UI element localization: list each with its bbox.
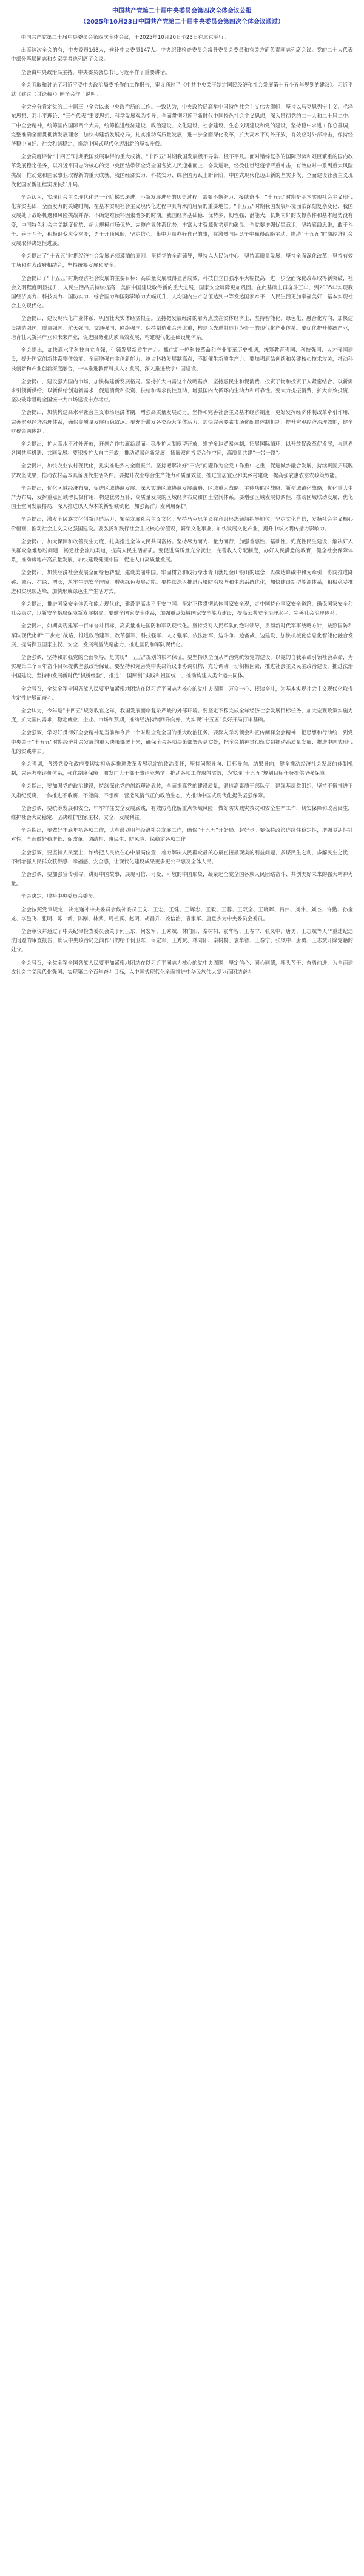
body-paragraph: 全会按照党章规定，决定递补中央委员会候补委员王文、王宏、王健、王辉忠、王毅、王蓉、王双全、王晓晖、吕伟、刘伟、刘杰、许勤、孙金龙、李邑飞、张明、陈一新、陈刚、林武、周祖翼、赵明、胡昌升、姜信治、袁家军、唐登杰为中央委员会委员。 xyxy=(11,906,353,922)
body-paragraph: 全会提出，建设强大国内市场，加快构建新发展格局。坚持扩大内需这个战略基点，坚持惠民生和促消费、投资于物和投资于人紧密结合，以新需求引领新供给，以新供给创造新需求，促进消费和投资、供给和需求良性互动，增强国内大循环内生动力和可靠性。要大力提振消费，扩大有效投资，坚决破除阻碍全国统一大市场建设卡点堵点。 xyxy=(11,378,353,403)
body-paragraph: 出席这次全会的有，中央委员168人，候补中央委员147人。中央纪律检查委员会常务委员会委员和有关方面负责同志列席会议。党的二十大代表中部分基层同志和专家学者也列席了会议。 xyxy=(11,47,353,62)
body-paragraph: 全会认为，实现社会主义现代化是一个阶梯式递进、不断发展进步的历史过程，需要不懈努力、接续奋斗。“十五五”时期是基本实现社会主义现代化夯实基础、全面发力的关键时期，在基本实现社会主义现代化进程中具有承前启后的重要地位。“十五五”时期我国发展环境面临深刻复杂变化，我国发展处于战略机遇和风险挑战并存、不确定难预料因素增多的时期。我国经济基础稳、优势多、韧性强、潜能大，长期向好的支撑条件和基本趋势没有变，中国特色社会主义制度优势、超大规模市场优势、完整产业体系优势、丰富人才资源优势更加彰显。全党要增强忧患意识，坚持底线思维，敢于斗争、善于斗争，积极识变应变求变，勇于开顶风船，坚定信心、集中力量办好自己的事，在激烈国际竞争中赢得战略主动，推动“十五五”时期经济社会发展取得决定性进展。 xyxy=(11,194,353,247)
body-paragraph: 全会提出，加快构建高水平社会主义市场经济体制，增强高质量发展动力。坚持和完善社会主义基本经济制度，更好发挥经济体制改革牵引作用，完善宏观经济治理体系，确保高质量发展行稳致远。要充分激发各类经营主体活力，加快完善要素市场化配置体制机制，提升宏观经济治理效能，健全财税金融体制。 xyxy=(11,409,353,434)
document-title: 中国共产党第二十届中央委员会第四次全体会议公报 xyxy=(112,8,252,15)
body-paragraph: 全会审议并通过了中央纪律检查委员会关于何卫东、何宏军、王秀斌、林向阳、秦树桐、袁华智、王春宁、张凤中、唐勇、王志斌等人严重违纪违法问题的审查报告，确认中央政治局之前作出的给予何卫东、何宏军、王秀斌、林向阳、秦树桐、袁华智、王春宁、张凤中、唐勇、王志斌开除党籍的处分。 xyxy=(11,928,353,953)
body-paragraph: 全会提出，推进国家安全体系和能力现代化，建设更高水平平安中国。坚定不移贯彻总体国家安全观，走中国特色国家安全道路，确保国家安全和社会稳定，以新安全格局保障新发展格局。要健全国家安全体系，加强重点领域国家安全能力建设，提高公共安全治理水平，完善社会治理体系。 xyxy=(11,600,353,617)
body-paragraph: 全会强调，要加强宣传引导，讲好中国故事，展现可信、可爱、可敬的中国形象，凝聚起全党全国各族人民团结奋斗、共创美好未来的强大精神力量。 xyxy=(11,871,353,887)
body-paragraph: 全会充分肯定党的二十届三中全会以来中央政治局的工作。一致认为，中央政治局高举中国特色社会主义伟大旗帜，坚持以马克思列宁主义、毛泽东思想、邓小平理论、“三个代表”重要思想、科学发展观为指导，全面贯彻习近平新时代中国特色社会主义思想，深入贯彻党的二十大和二十届二中、三中全会精神，统筹国内国际两个大局，统筹推进经济建设、政治建设、文化建设、社会建设、生态文明建设和党的建设，坚持稳中求进工作总基调，完整准确全面贯彻新发展理念，加快构建新发展格局，扎实推动高质量发展，进一步全面深化改革，扩大高水平对外开放，有效应对外部冲击，保持经济稳中向好、社会和谐稳定，推动中国式现代化迈出新的坚实步伐。 xyxy=(11,104,353,147)
body-paragraph: 全会提出，加大保障和改善民生力度，扎实推进全体人民共同富裕。坚持尽力而为、量力而行，加强普惠性、基础性、兜底性民生建设，解决好人民群众急难愁盼问题，畅通社会流动渠道，提高人民生活品质。要促进高质量充分就业，完善收入分配制度，办好人民满意的教育，健全社会保障体系，推动房地产高质量发展，加快建设健康中国，促进人口高质量发展。 xyxy=(11,538,353,563)
body-paragraph: 全会提出，建设现代化产业体系，巩固壮大实体经济根基。坚持把发展经济的着力点放在实体经济上，坚持智能化、绿色化、融合化方向，加快建设制造强国、质量强国、航天强国、交通强国、网络强国，保持制造业合理比重，构建以先进制造业为骨干的现代化产业体系。要优化提升传统产业，培育壮大新兴产业和未来产业，促进服务业优质高效发展，构建现代化基础设施体系。 xyxy=(11,315,353,340)
body-paragraph: 全会提出了“十五五”时期经济社会发展必须遵循的原则：坚持党的全面领导，坚持以人民为中心，坚持高质量发展，坚持全面深化改革，坚持有效市场和有为政府相结合，坚持统筹发展和安全。 xyxy=(11,253,353,269)
body-paragraph: 全会决定，增补中央委员会委员。 xyxy=(21,893,98,900)
body-paragraph: 全会提出了“十五五”时期经济社会发展的主要目标：高质量发展取得显著成效，科技自立自强水平大幅提高，进一步全面深化改革取得新突破，社会文明程度明显提升，人民生活品质持续提高，美丽中国建设取得新的重大进展，国家安全屏障更加巩固。在此基础上再奋斗五年，到2035年实现我国经济实力、科技实力、国防实力、综合国力和国际影响力大幅跃升，人均国内生产总值达到中等发达国家水平，人民生活更加幸福美好，基本实现社会主义现代化。 xyxy=(11,275,353,309)
body-paragraph: 全会强调，要坚持人民至上，始终把人民放在心中最高位置，着力解决人民群众最关心最直接最现实的利益问题，多谋民生之利，多解民生之忧，不断增强人民群众获得感、幸福感、安全感，让现代化建设成果更多更公平惠及全体人民。 xyxy=(11,849,353,865)
body-paragraph: 全会强调，学习好贯彻好全会精神是当前和今后一个时期全党全国的重大政治任务。要深入学习领会和宣传阐释全会精神，把思想和行动统一到党中央关于“十五五”时期经济社会发展的重大决策部署上来，确保全会各项决策部署落到实处，把全会精神贯彻落实到推动高质量发展、推进中国式现代化的实践中去。 xyxy=(11,729,353,754)
body-paragraph: 全会号召，全党全军全国各族人民要更加紧密地团结在以习近平同志为核心的党中央周围，坚定信心、同心同德，埋头苦干、奋勇前进，为全面建成社会主义现代化强国、实现第二个百年奋斗目标，以中国式现代化全面推进中华民族伟大复兴而团结奋斗！ xyxy=(11,959,353,975)
body-paragraph: 全会提出，激发全民族文化创新创造活力，繁荣发展社会主义文化。坚持马克思主义在意识形态领域指导地位，坚定文化自信，发扬社会主义核心价值观，推动社会主义文化强国建设。要弘扬和践行社会主义核心价值观，繁荣文化事业，加快发展文化产业，提升中华文明传播力影响力。 xyxy=(11,516,353,532)
body-paragraph: 全会强调，要统筹发展和安全，牢牢守住安全发展底线，有效防范化解重点领域风险，做好防灾减灾救灾和安全生产工作，切实保障和改善民生，维护社会大局稳定，坚决维护国家主权、安全、发展利益。 xyxy=(11,805,353,821)
body-paragraph: 全会听取和讨论了习近平受中央政治局委托作的工作报告，审议通过了《中共中央关于制定国民经济和社会发展第十五个五年规划的建议》。习近平就《建议（讨论稿）》向全会作了说明。 xyxy=(11,81,353,98)
body-paragraph: 全会提出，加快高水平科技自立自强，引领发展新质生产力。抓住新一轮科技革命和产业变革历史机遇，统筹教育强国、科技强国、人才强国建设，提升国家创新体系整体效能，全面增强自主创新能力，抢占科技发展制高点，不断催生新质生产力。要加强原始创新和关键核心技术攻关，推动科技创新和产业创新深度融合，一体推进教育科技人才发展，深入推进数字中国建设。 xyxy=(11,347,353,372)
body-paragraph: 全会认为，今年是“十四五”规划收官之年，我国发展面临复杂严峻的外部环境。要坚定不移完成全年经济社会发展目标任务，加大宏观政策实施力度，扩大国内需求，稳定就业、企业、市场和预期，推动经济持续回升向好，为实现“十五五”良好开局打牢基础。 xyxy=(11,708,353,723)
body-paragraph: 全会强调，坚持和加强党的全面领导，是实现“十五五”规划的根本保证。要坚持以全面从严治党统领党的建设，以党的自我革命引领社会革命，为实现第二个百年奋斗目标提供坚强政治保证。要坚持和完善党中央决策议事协调机构，充分调动一切积极因素，推进社会主义民主政治建设，推进法治中国建设，坚持和发展新时代“枫桥经验”，推进“一国两制”实践和祖国统一，推动构建人类命运共同体。 xyxy=(11,654,353,679)
body-paragraph: 全会提出，如期实现建军一百年奋斗目标，高质量推进国防和军队现代化。坚持党对人民军队的绝对领导，贯彻新时代军事战略方针，按照国防和军队现代化新“三步走”战略，推进政治建军、改革强军、科技强军、人才强军、依法治军，边斗争、边备战、边建设，加快机械化信息化智能化融合发展，提高捍卫国家主权、安全、发展利益战略能力，推进国防和军队现代化。 xyxy=(11,623,353,647)
body-paragraph: 全会提出，扩大高水平对外开放，开创合作共赢新局面。稳步扩大制度型开放，维护多边贸易体制，拓展国际循环，以开放促改革促发展，与世界各国共享机遇、共同发展。要积极扩大自主开放，推动贸易创新发展，拓展双向投资合作空间，高质量共建“一带一路”。 xyxy=(11,440,353,457)
body-paragraph: 全会指出，要加强党的政治建设，持续深化党的创新理论武装，全面提高党的建设质量，锻造高素质干部队伍，建强基层党组织，坚持不懈推进正风肃纪反腐，一体推进不敢腐、不能腐、不想腐，营造风清气正的政治生态，为推动中国式现代化提供坚强保障。 xyxy=(11,783,353,798)
body-paragraph: 全会由中央政治局主持。中央委员会总书记习近平作了重要讲话。 xyxy=(21,69,170,75)
body-paragraph: 全会高度评价“十四五”时期我国发展取得的重大成就。“十四五”时期我国发展极不寻常、极不平凡。面对错综复杂的国际形势和艰巨繁重的国内改革发展稳定任务，以习近平同志为核心的党中央团结带领全党全国各族人民迎难而上、奋发进取，经受住世纪疫情严重冲击，有效应对一系列重大风险挑战，推动党和国家事业取得新的重大成就。我国经济实力、科技实力、综合国力跃上新台阶，中国式现代化迈出新的坚实步伐，全面建设社会主义现代化国家新征程实现良好开局。 xyxy=(11,153,353,187)
body-paragraph: 全会提出，加快经济社会发展全面绿色转型，建设美丽中国。牢固树立和践行绿水青山就是金山银山的理念，以碳达峰碳中和为牵引，协同推进降碳、减污、扩绿、增长，筑牢生态安全屏障，增强绿色发展动能。要持续深入推进污染防治攻坚和生态系统优化，加快建设新型能源体系，积极稳妥推进和实现碳达峰，加快形成绿色生产生活方式。 xyxy=(11,569,353,594)
document-subtitle: （2025年10月23日中国共产党第二十届中央委员会第四次全体会议通过） xyxy=(80,19,284,25)
body-paragraph: 中国共产党第二十届中央委员会第四次全体会议，于2025年10月20日至23日在北京举行。 xyxy=(21,34,229,40)
body-paragraph: 全会号召，全党全军全国各族人民要更加紧密地团结在以习近平同志为核心的党中央周围，万众一心、接续奋斗，为基本实现社会主义现代化取得决定性进展而奋斗。 xyxy=(11,685,353,701)
body-paragraph: 全会提出，加快农业农村现代化，扎实推进乡村全面振兴。坚持把解决好“三农”问题作为全党工作重中之重，促进城乡融合发展，持续巩固拓展脱贫攻坚成果，推动农村基本具备现代生活条件。要提升农业综合生产能力和质量效益，推进宜居宜业和美乡村建设，提高强农惠农富农政策效能。 xyxy=(11,463,353,478)
document-body xyxy=(11,33,353,977)
body-paragraph: 全会提出，优化区域经济布局，促进区域协调发展。深入实施区域协调发展战略、区域重大战略、主体功能区战略、新型城镇化战略，优化重大生产力布局，发挥重点区域增长极作用，构建优势互补、高质量发展的区域经济布局和国土空间体系。要增强区域发展协调性，推动区域联动发展，优化国土空间发展格局，深入推进以人为本的新型城镇化，加强海洋开发利用保护。 xyxy=(11,484,353,510)
body-paragraph: 全会强调，各级党委和政府要切实担负起推进改革发展稳定的政治责任，坚持问题导向、目标导向、结果导向，健全推动经济社会发展的体制机制，完善考核评价体系，强化制度保障，激发广大干部干事创业热情，推动各项工作取得实效，为实现“十五五”规划目标任务提供坚强保障。 xyxy=(11,761,353,777)
body-paragraph: 全会指出，要做好年底年初各项工作，认真谋划明年经济社会发展工作，确保“十五五”开好局、起好步。要保持政策连续性稳定性，增强灵活性针对性，全面做好稳增长、促改革、调结构、惠民生、防风险、保稳定各项工作。 xyxy=(11,827,353,843)
